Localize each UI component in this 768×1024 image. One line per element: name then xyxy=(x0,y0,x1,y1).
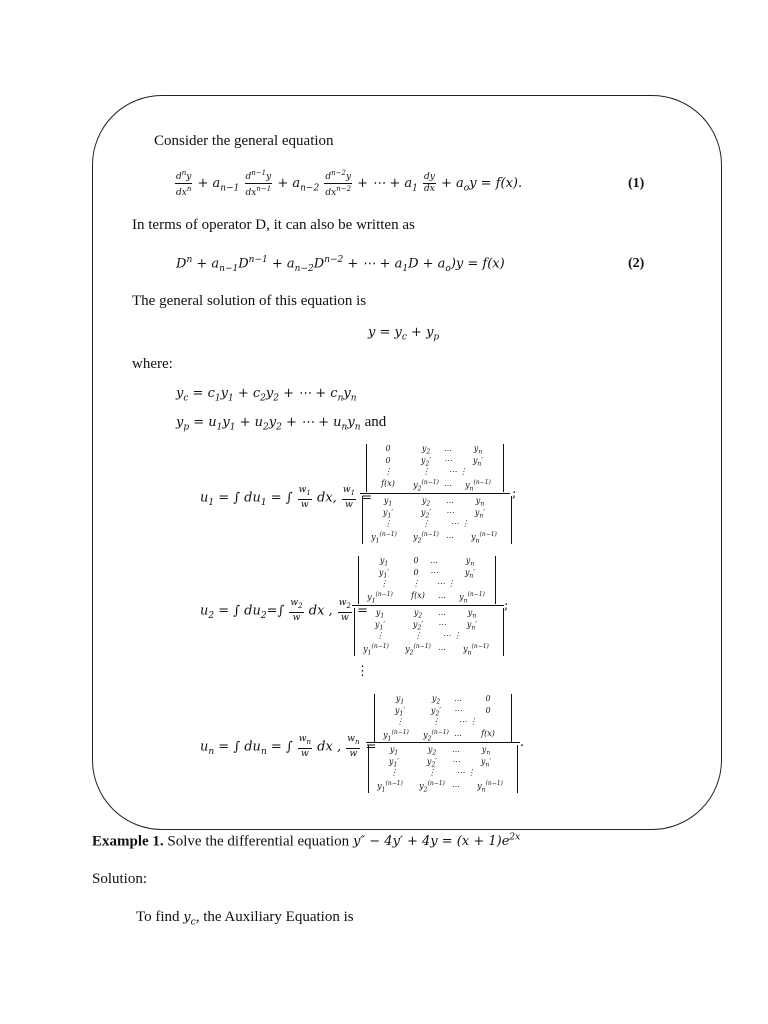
u2-fraction-bar xyxy=(352,605,504,606)
auxiliary-line xyxy=(136,909,354,928)
un-fraction-bar xyxy=(366,742,520,743)
example-text: Solve the differential equation xyxy=(167,833,350,850)
find-prefix: To find xyxy=(136,909,180,925)
equation-2-number: (2) xyxy=(628,256,645,271)
u2-wronskian-determinant: $y_1$ $y_2$ … $y_n$ $y_1'$ $y_2'$ ⋯ $y_n'$ ⋮ ⋮ ⋯ ⋮ $y_1^{(n-1)}$ $y_2^{(n-1)}$ … $y_n^{(n-1)}$ xyxy=(354,608,504,656)
where-label: where: xyxy=(132,356,173,372)
un-numerator-determinant: $y_1$ $y_2$ … 0 $y_1'$ $y_2'$ ⋯ 0 ⋮ ⋮ ⋯ ⋮ $y_1^{(n-1)}$ $y_2^{(n-1)}$ … f(x) xyxy=(374,694,512,742)
and-word: and xyxy=(364,414,387,430)
u1-fraction-bar xyxy=(360,493,510,494)
intro-text: Consider the general equation xyxy=(154,133,334,149)
equation-2: $D^n + a_{n-1}D^{n-1} + a_{n-2}D^{n-2}$ + ⋯ + $a_1D + a_o)y = f(x)$ xyxy=(176,255,505,274)
solution-label: Solution: xyxy=(92,871,148,887)
example-line xyxy=(92,833,520,850)
operator-text: In terms of operator D, it can also be written as xyxy=(132,217,415,233)
un-wronskian-determinant: $y_1$ $y_2$ … $y_n$ $y_1'$ $y_2'$ ⋯ $y_n'$ ⋮ ⋮ ⋯ ⋮ $y_1^{(n-1)}$ $y_2^{(n-1)}$ … $y_n^{(n-1)}$ xyxy=(368,745,518,793)
u2-equation: $u_2$ = ∫ $du_2=\int$ $\frac{w_2}{w}$ dx , $\frac{w_2}{w}$ = xyxy=(200,598,369,623)
general-solution-equation: $y = y_c + y_p$ xyxy=(368,325,440,343)
example-label: Example 1. xyxy=(92,833,164,850)
yp-equation: $y_p = u_1y_1 + u_2y_2$ + ⋯ + $u_ny_n$ and xyxy=(176,414,387,433)
example-equation: $y'' - 4y' + 4y = (x + 1)e^{2x}$ xyxy=(352,833,521,850)
equation-1-number: (1) xyxy=(628,176,645,191)
u1-semicolon: ; xyxy=(512,486,517,501)
u2-numerator-determinant: $y_1$ 0 … $y_n$ $y_1'$ 0 ⋯ $y_n'$ ⋮ ⋮ ⋯ ⋮ $y_1^{(n-1)}$ f(x) … $y_n^{(n-1)}$ xyxy=(358,556,496,604)
general-solution-text: The general solution of this equation is xyxy=(132,293,367,309)
equation-1: $\frac{d^ny}{dx^n}$ + $a_{n-1}$ $\frac{d^{n-1}y}{dx^{n-1}}$ + $a_{n-2}$ $\frac{d^{n-2}y}{dx^{n-2}}$ + ⋯ + $a_1$ $\frac{dy}{dx}$ + $a_oy = f(x)$. xyxy=(176,169,523,198)
un-equation: $u_n$ = ∫ $du_n$ = ∫ $\frac{w_n}{w}$ dx , $\frac{w_n}{w}$ = xyxy=(200,734,377,759)
u2-semicolon: ; xyxy=(504,598,509,613)
u1-equation: $u_1$ = ∫ $du_1$ = ∫ $\frac{w_1}{w}$ dx, $\frac{w_1}{w}$ = xyxy=(200,485,373,510)
find-suffix: , the Auxiliary Equation is xyxy=(195,909,354,925)
vertical-ellipsis: ⋮ xyxy=(356,664,369,679)
u1-numerator-determinant: 0 $y_2$ … $y_n$ 0 $y_2'$ ⋯ $y_n'$ ⋮ ⋮ ⋯ ⋮ f(x) $y_2^{(n-1)}$ … $y_n^{(n-1)}$ xyxy=(366,444,504,492)
un-period: . xyxy=(520,735,525,750)
yc-symbol: $y_c$ xyxy=(183,910,196,928)
yc-equation: $y_c = c_1y_1 + c_2y_2$ + ⋯ + $c_ny_n$ xyxy=(176,386,357,404)
u1-wronskian-determinant: $y_1$ $y_2$ … $y_n$ $y_1'$ $y_2'$ ⋯ $y_n'$ ⋮ ⋮ ⋯ ⋮ $y_1^{(n-1)}$ $y_2^{(n-1)}$ … $y_n^{(n-1)}$ xyxy=(362,496,512,544)
